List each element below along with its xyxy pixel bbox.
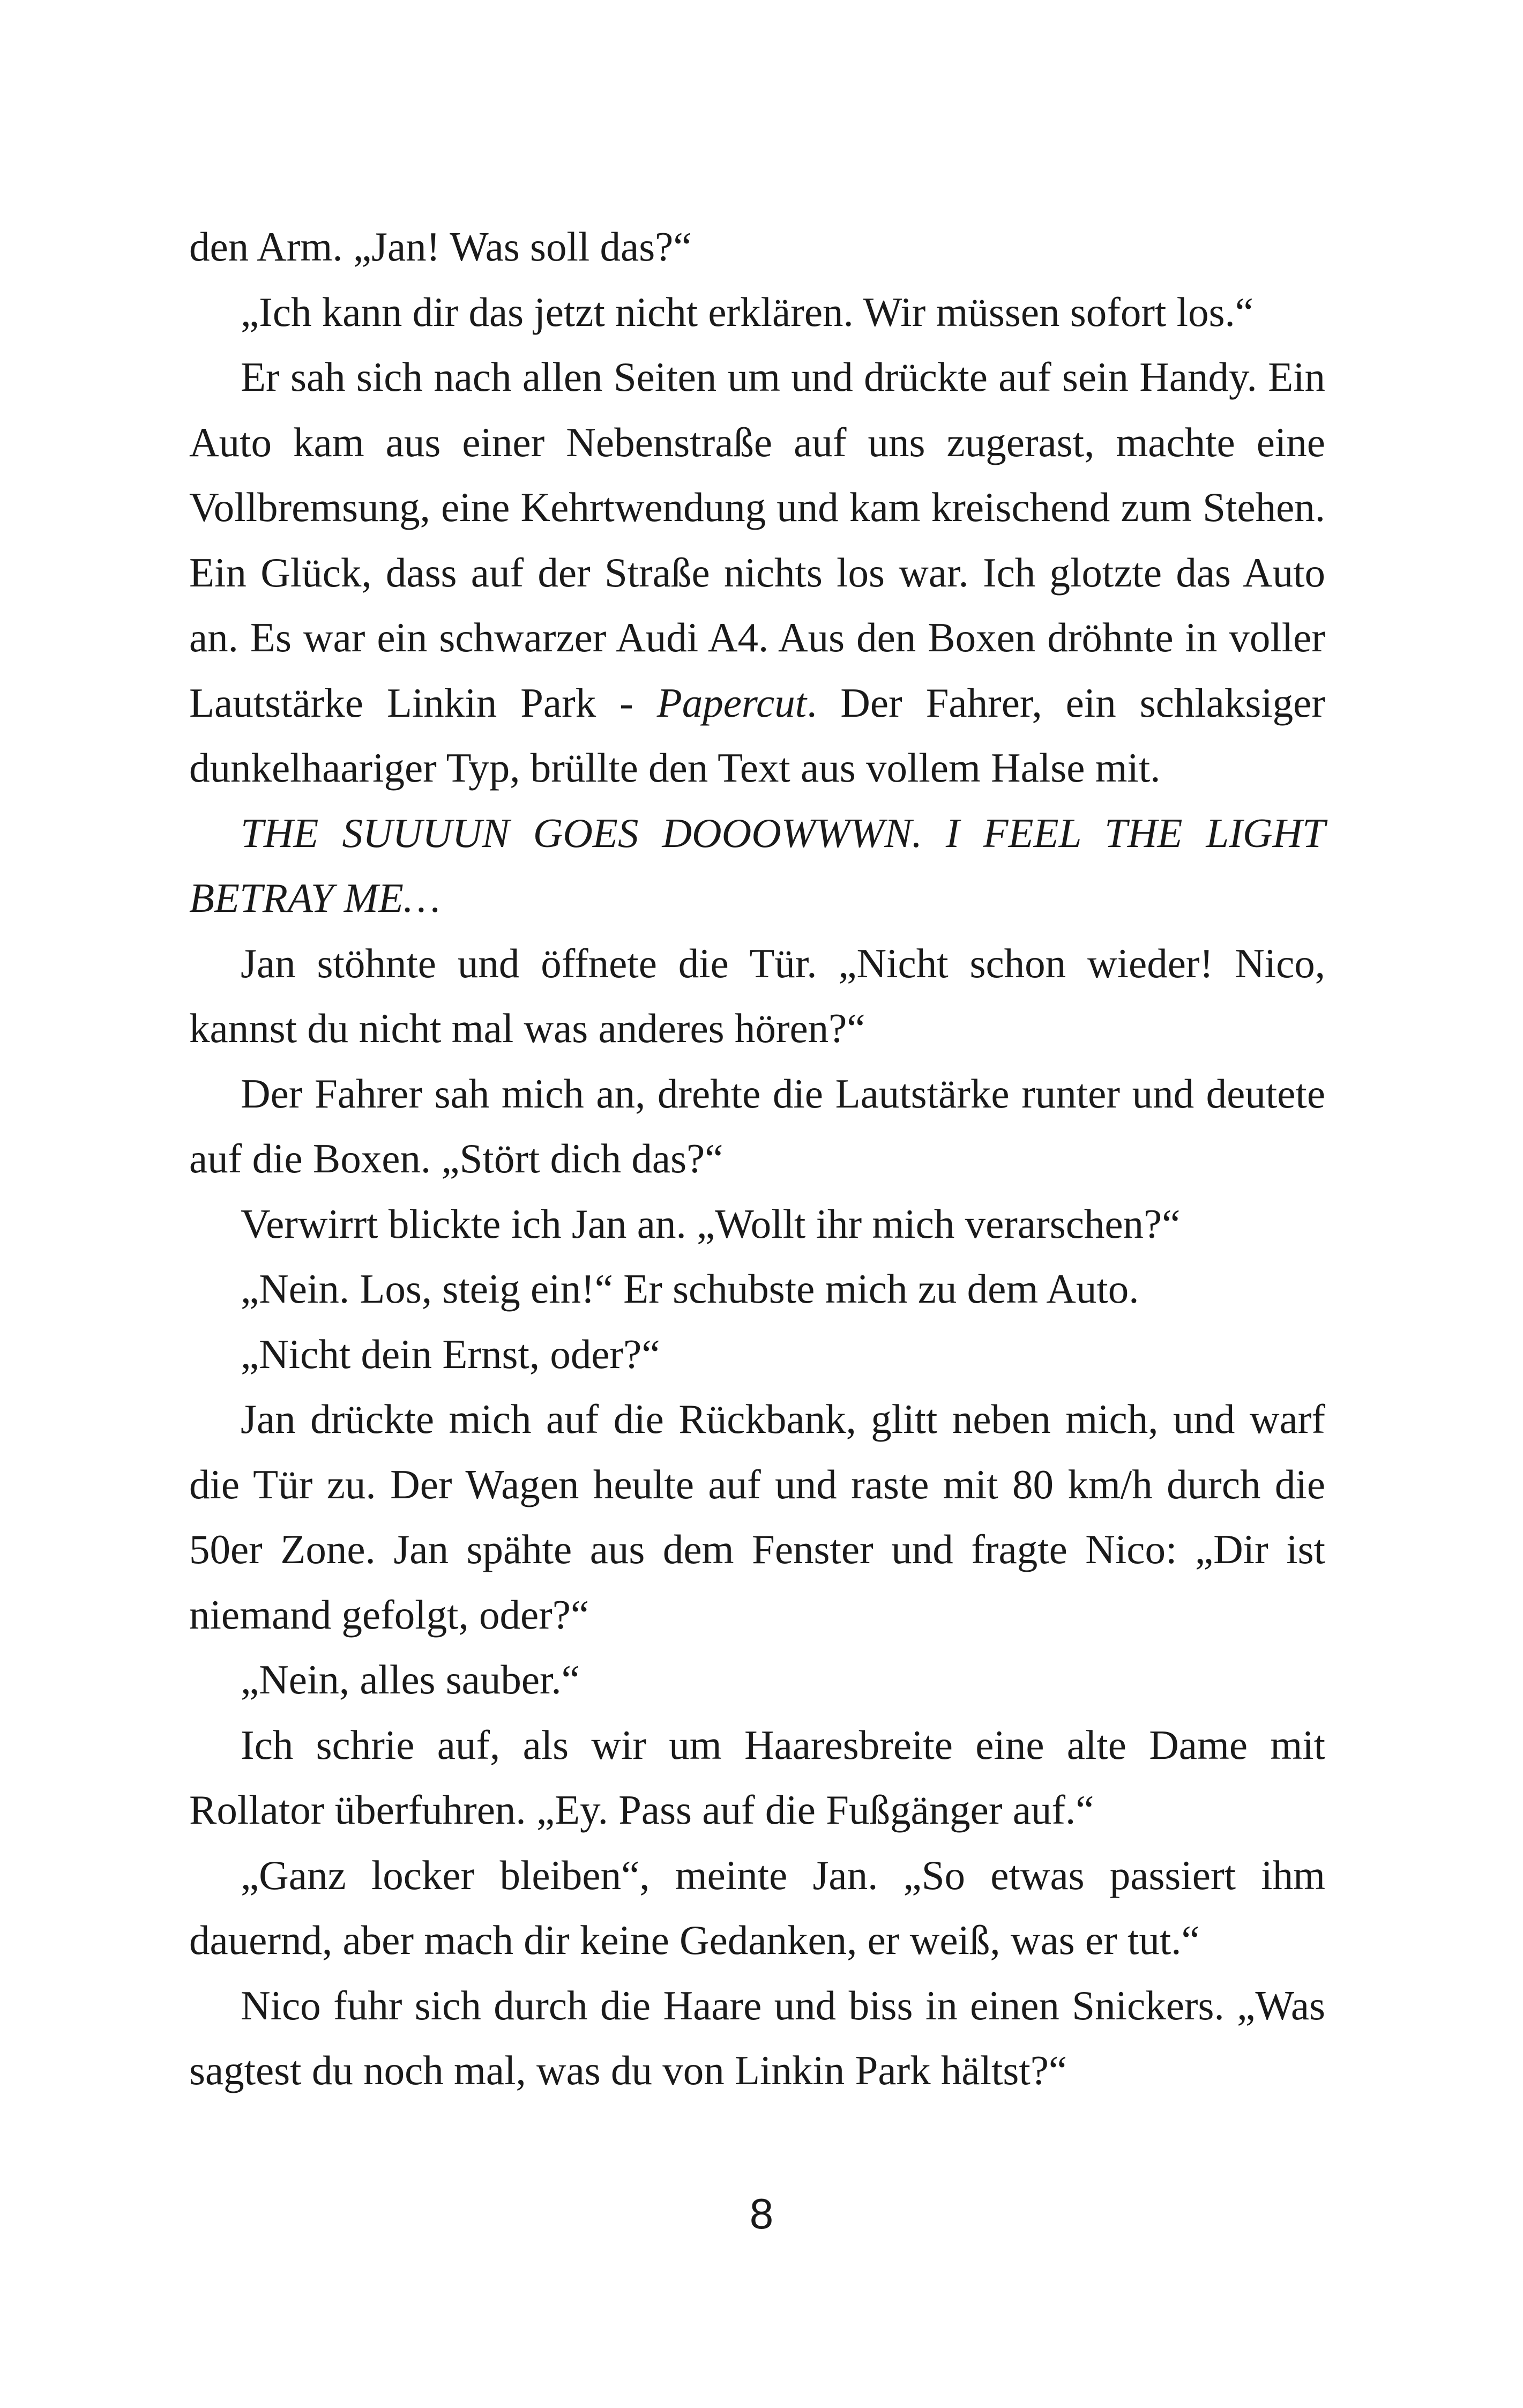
paragraph xyxy=(189,214,1325,280)
paragraph xyxy=(189,1387,1325,1647)
paragraph-text: Ich schrie auf, als wir um Haaresbreite eine alte Dame mit Rollator überfuhren. „Ey. Pass auf die Fußgänger auf.“ xyxy=(189,1721,1325,1833)
paragraph xyxy=(189,280,1325,345)
paragraph xyxy=(189,1973,1325,2104)
paragraph-text: den Arm. „Jan! Was soll das?“ xyxy=(189,224,692,270)
paragraph xyxy=(189,1061,1325,1192)
paragraph xyxy=(189,1713,1325,1843)
paragraph-text: Der Fahrer sah mich an, drehte die Lautstärke runter und deutete auf die Boxen. „Stört dich das?“ xyxy=(189,1070,1325,1181)
page-number: 8 xyxy=(749,2190,774,2238)
paragraph-text: Jan drückte mich auf die Rückbank, glitt neben mich, und warf die Tür zu. Der Wagen heulte auf und raste mit 80 km/h durch die 50er Zone. Jan spähte aus dem Fenster und fragte Nico: „Dir ist niemand gefolgt, oder?“ xyxy=(189,1396,1325,1638)
paragraph-text: „Ich kann dir das jetzt nicht erklären. Wir müssen sofort los.“ xyxy=(241,288,1253,335)
paragraph-text: . Der Fahrer, ein schlaksiger dunkelhaariger Typ, brüllte den Text aus vollem Halse mit. xyxy=(189,679,1325,791)
song-title: Papercut xyxy=(656,679,807,726)
paragraph-text: „Nicht dein Ernst, oder?“ xyxy=(241,1331,660,1377)
paragraph xyxy=(189,1192,1325,1257)
paragraph-text: Verwirrt blickte ich Jan an. „Wollt ihr mich verarschen?“ xyxy=(241,1200,1181,1247)
book-page-text xyxy=(189,214,1325,2104)
paragraph xyxy=(189,801,1325,931)
paragraph xyxy=(189,1257,1325,1322)
paragraph xyxy=(189,1843,1325,1973)
song-lyrics: THE SUUUUN GOES DOOOWWWN. I FEEL THE LIGHT BETRAY ME… xyxy=(189,809,1325,921)
paragraph-text: „Ganz locker bleiben“, meinte Jan. „So etwas passiert ihm dauernd, aber mach dir keine Gedanken, er weiß, was er tut.“ xyxy=(189,1852,1325,1963)
paragraph-text: „Nein. Los, steig ein!“ Er schubste mich zu dem Auto. xyxy=(241,1266,1139,1312)
paragraph xyxy=(189,931,1325,1061)
paragraph xyxy=(189,1647,1325,1713)
paragraph-text: Jan stöhnte und öffnete die Tür. „Nicht schon wieder! Nico, kannst du nicht mal was anderes hören?“ xyxy=(189,940,1325,1051)
paragraph xyxy=(189,345,1325,801)
paragraph xyxy=(189,1322,1325,1387)
paragraph-text: „Nein, alles sauber.“ xyxy=(241,1656,580,1703)
paragraph-text: Er sah sich nach allen Seiten um und drückte auf sein Handy. Ein Auto kam aus einer Nebenstraße auf uns zugerast, machte eine Vollbremsung, eine Kehrtwendung und kam kreischend zum Stehen. Ein Glück, dass auf der Straße nichts los war. Ich glotzte das Auto an. Es war ein schwarzer Audi A4. Aus den Boxen dröhnte in voller Lautstärke Linkin Park - xyxy=(189,354,1325,726)
paragraph-text: Nico fuhr sich durch die Haare und biss in einen Snickers. „Was sagtest du noch mal, was du von Linkin Park hältst?“ xyxy=(189,1982,1325,2093)
